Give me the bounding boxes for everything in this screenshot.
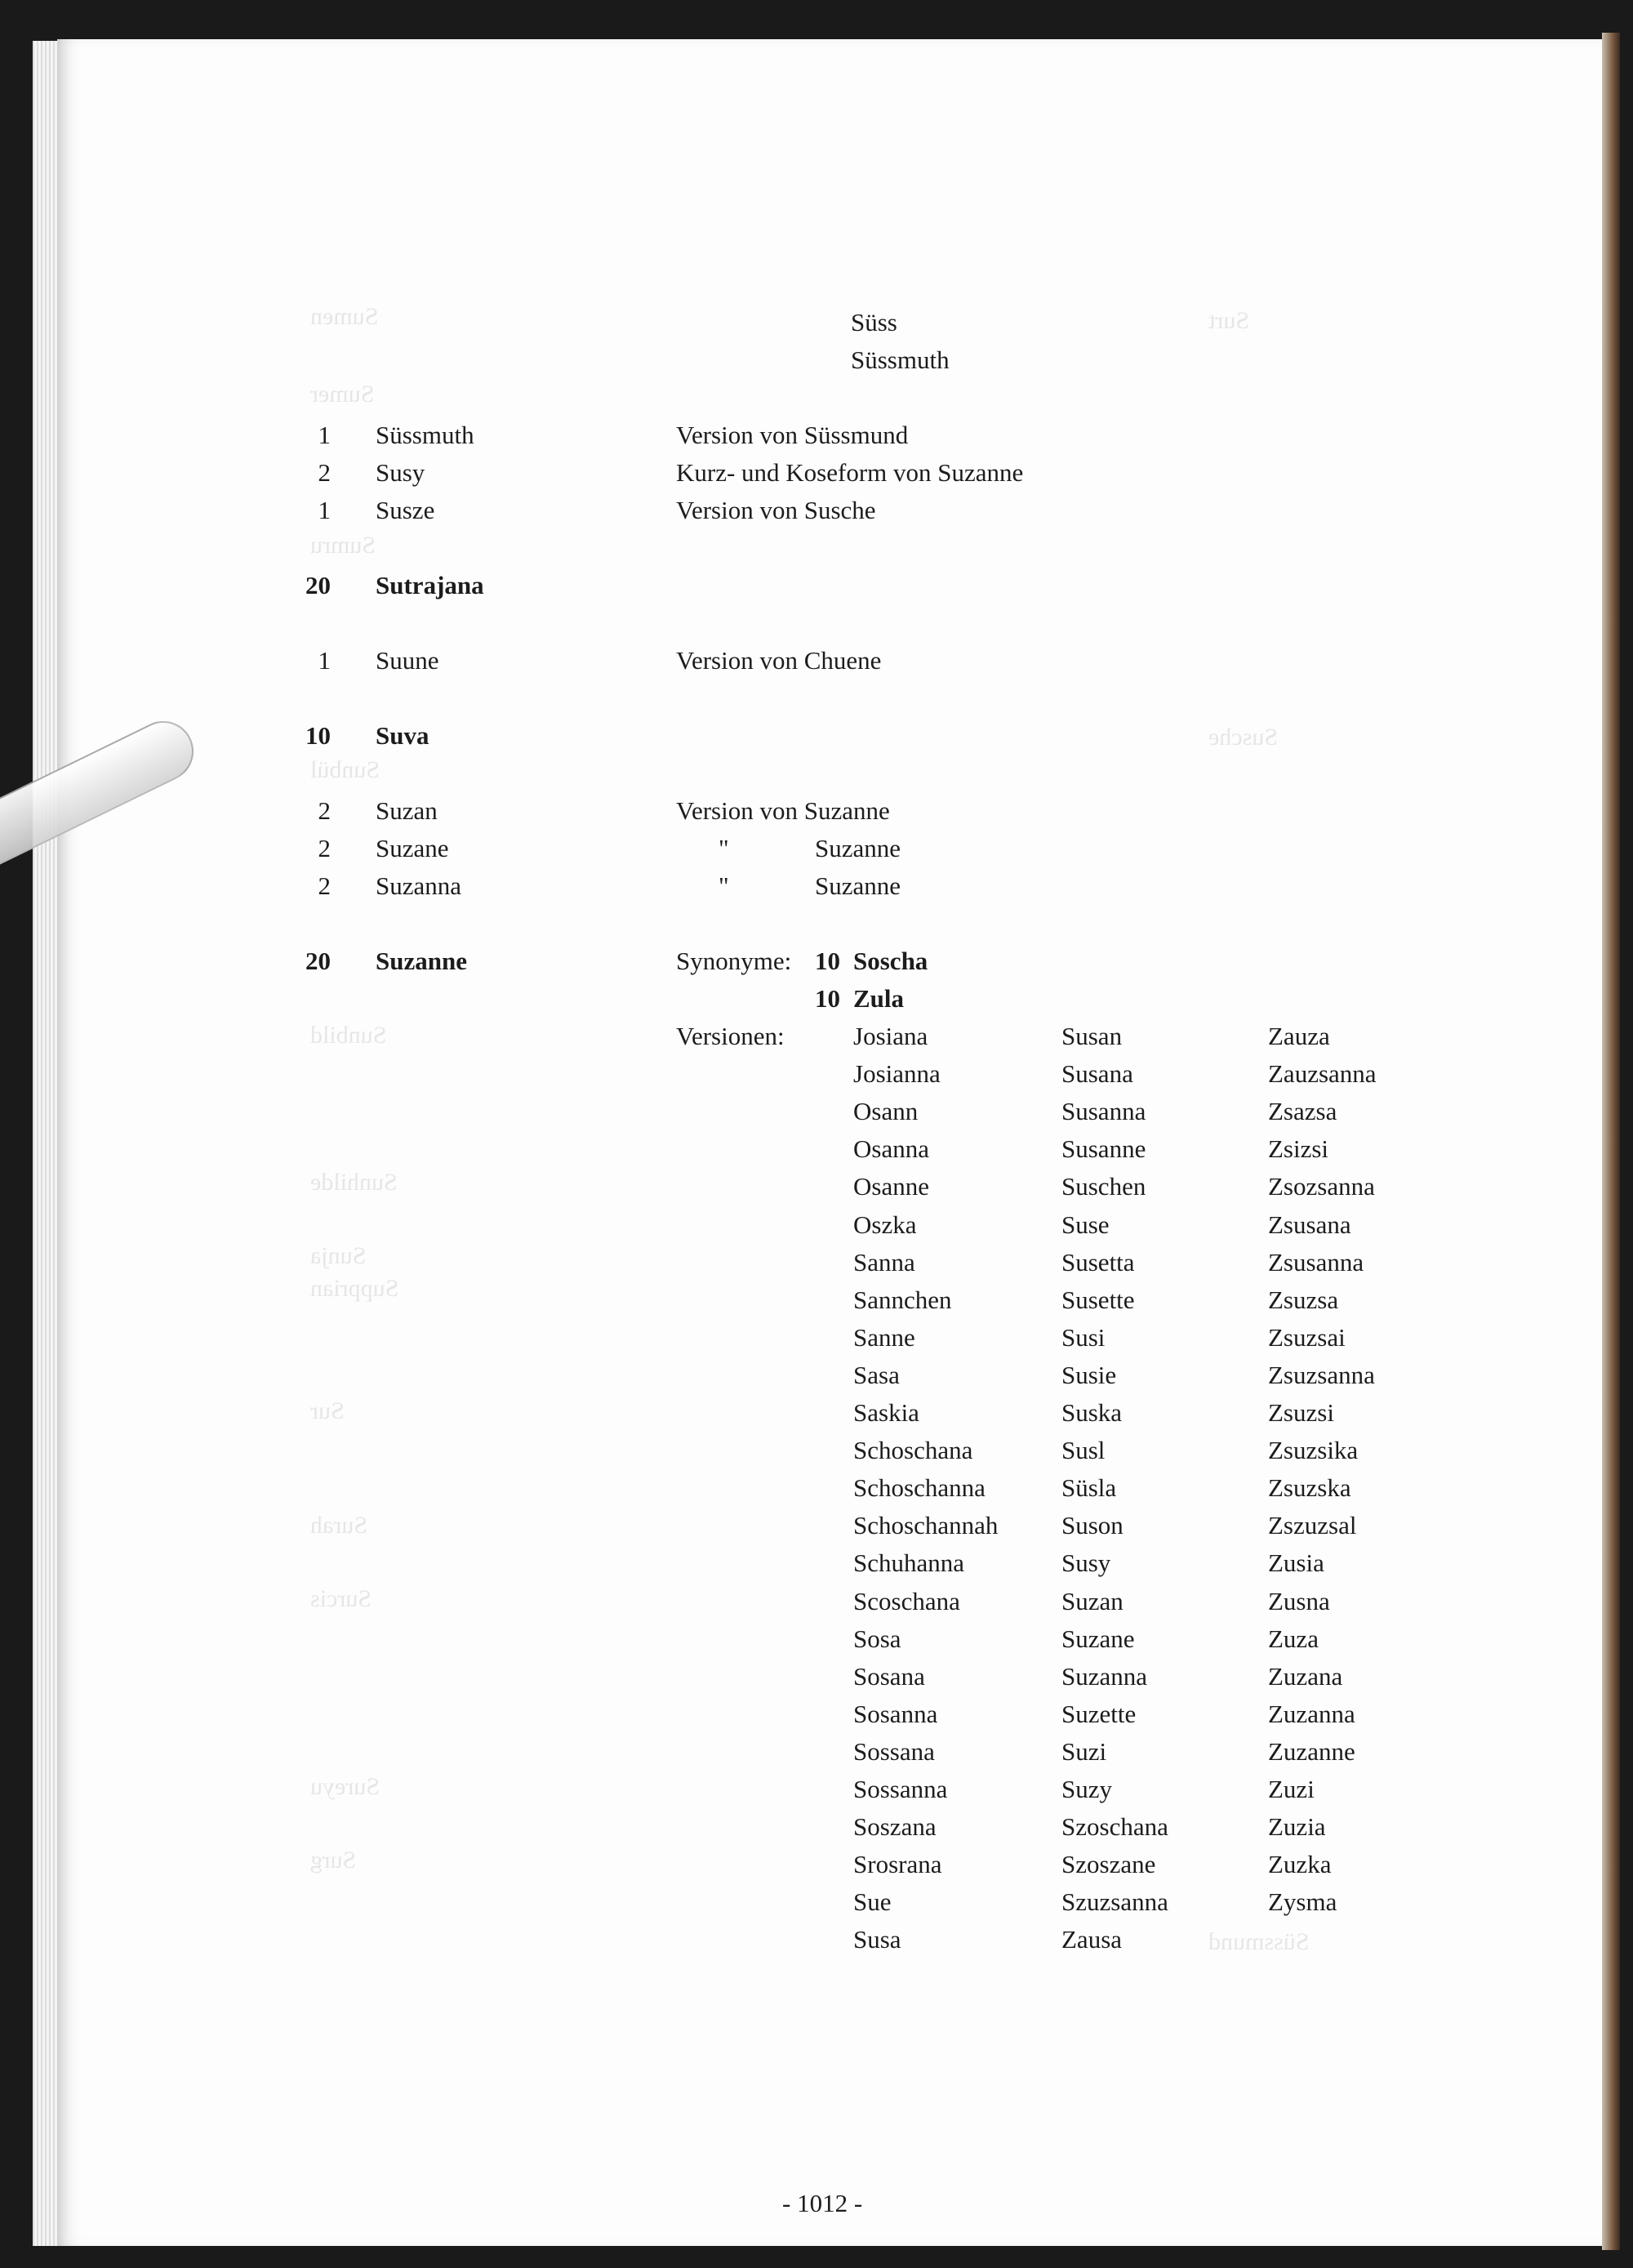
version-name: Zsizsi bbox=[1268, 1134, 1329, 1163]
synonym-number: 10 bbox=[815, 947, 840, 975]
version-name: Sanne bbox=[853, 1323, 915, 1352]
version-name: Soszana bbox=[853, 1812, 937, 1841]
entry-description: Version von Süssmund bbox=[676, 421, 909, 449]
version-name: Zuzanne bbox=[1268, 1737, 1355, 1766]
version-name: Zauza bbox=[1268, 1022, 1330, 1050]
synonym-name: Soscha bbox=[853, 947, 928, 975]
entry-name: Süssmuth bbox=[376, 421, 474, 449]
version-name: Sossana bbox=[853, 1737, 935, 1766]
synonyms-label: Synonyme: bbox=[676, 947, 792, 975]
version-name: Schoschanna bbox=[853, 1473, 986, 1502]
version-name: Suzan bbox=[1061, 1587, 1124, 1615]
version-name: Suska bbox=[1061, 1398, 1123, 1427]
version-name: Susi bbox=[1061, 1323, 1106, 1352]
entry-description: Version von Susche bbox=[676, 496, 876, 524]
version-name: Susa bbox=[853, 1925, 901, 1954]
continuation-line-1: Süss bbox=[851, 308, 897, 336]
version-name: Zsusanna bbox=[1268, 1248, 1364, 1277]
versions-label: Versionen: bbox=[676, 1022, 785, 1050]
version-name: Schuhanna bbox=[853, 1548, 965, 1577]
entry-name: Suzanna bbox=[376, 871, 462, 900]
version-name: Osanna bbox=[853, 1134, 929, 1163]
version-name: Sosana bbox=[853, 1662, 925, 1691]
version-name: Josiana bbox=[853, 1022, 928, 1050]
version-name: Zuzanna bbox=[1268, 1700, 1355, 1728]
version-name: Zauzsanna bbox=[1268, 1059, 1377, 1088]
version-name: Schoschana bbox=[853, 1436, 973, 1464]
version-name: Süsla bbox=[1061, 1473, 1117, 1502]
book-spine bbox=[1602, 33, 1620, 2250]
version-name: Zsuzsi bbox=[1268, 1398, 1334, 1427]
version-name: Susy bbox=[1061, 1548, 1111, 1577]
version-name: Zuzana bbox=[1268, 1662, 1343, 1691]
version-name: Osann bbox=[853, 1097, 919, 1125]
entry-description: Version von Suzanne bbox=[676, 796, 890, 825]
version-name: Susetta bbox=[1061, 1248, 1135, 1277]
ditto-mark: " bbox=[719, 834, 729, 862]
ditto-mark: " bbox=[719, 871, 729, 900]
entry-name: Suzane bbox=[376, 834, 449, 862]
version-name: Suzane bbox=[1061, 1624, 1135, 1653]
entry-number: 2 bbox=[318, 796, 331, 825]
main-entry-number: 20 bbox=[305, 947, 331, 975]
version-name: Scoschana bbox=[853, 1587, 960, 1615]
version-name: Sossanna bbox=[853, 1775, 948, 1803]
version-name: Sanna bbox=[853, 1248, 915, 1277]
continuation-line-2: Süssmuth bbox=[851, 345, 950, 374]
entry-name: Suzan bbox=[376, 796, 438, 825]
version-name: Szoschana bbox=[1061, 1812, 1168, 1841]
entry-description: Version von Chuene bbox=[676, 646, 882, 675]
entry-name: Susy bbox=[376, 458, 425, 487]
entry-number: 20 bbox=[305, 571, 331, 599]
version-name: Sannchen bbox=[853, 1285, 952, 1314]
version-name: Zuzka bbox=[1268, 1850, 1332, 1878]
entry-description: Suzanne bbox=[815, 871, 901, 900]
version-name: Zusia bbox=[1268, 1548, 1324, 1577]
version-name: Schoschannah bbox=[853, 1511, 999, 1539]
version-name: Josianna bbox=[853, 1059, 941, 1088]
version-name: Zszuzsal bbox=[1268, 1511, 1357, 1539]
version-name: Suzette bbox=[1061, 1700, 1137, 1728]
page bbox=[57, 39, 1602, 2246]
version-name: Suse bbox=[1061, 1210, 1110, 1239]
version-name: Suson bbox=[1061, 1511, 1124, 1539]
entry-number: 2 bbox=[318, 458, 331, 487]
version-name: Srosrana bbox=[853, 1850, 942, 1878]
version-name: Oszka bbox=[853, 1210, 917, 1239]
entry-name: Susze bbox=[376, 496, 435, 524]
version-name: Susette bbox=[1061, 1285, 1135, 1314]
main-entry-name: Suzanne bbox=[376, 947, 467, 975]
synonym-name: Zula bbox=[853, 984, 905, 1013]
version-name: Susan bbox=[1061, 1022, 1123, 1050]
entry-number: 1 bbox=[318, 496, 331, 524]
book-scan: Sumen Sumer Sumru Sunbül Sunbild Sunhilde Sunja Supprian Sur Surah Surcis Sureyu Surg Surt Susche Süssmund Süss Süssmuth 1 Süssmuth Version von Süssmund 2 Susy Kurz- und Koseform von Suzanne 1 Susze Version von Susche 20 Sutrajana 1 Suune Version von Chuene 10 Suva 2 Suzan Version von Suzanne 2 Suzane " Suzanne 2 Suzanna " Suzanne 20 Suzanne Synonyme: 10 Soscha 10 Zula Versionen: Josiana Josianna Osann Osanna Osanne Oszka Sanna Sannchen Sanne Sasa Saskia Schoschana Schoschanna Schoschannah Schuhanna Scoschana Sosa Sosana Sosanna Sossana Sossanna Soszana Srosrana Sue Susa Susan Susana Susanna Susanne Suschen Suse Susetta Susette Susi Susie Suska Susl Süsla Suson Susy Suzan Suzane Suzanna Suzette Suzi Suzy Szoschana Szoszane Szuzsanna Zausa Zauza Zauzsanna Zsazsa Zsizsi Zsozsanna Zsusana Zsusanna Zsuzsa Zsuzsai Zsuzsanna Zsuzsi Zsuzsika Zsuzska Zszuzsal Zusia Zusna Zuza Zuzana Zuzanna Zuzanne Zuzi Zuzia Zuzka Zysma - 1012 - bbox=[0, 0, 1633, 2268]
version-name: Zusna bbox=[1268, 1587, 1330, 1615]
version-name: Zsuzsa bbox=[1268, 1285, 1339, 1314]
version-name: Zsusana bbox=[1268, 1210, 1351, 1239]
page-number: - 1012 - bbox=[782, 2189, 863, 2217]
version-name: Zsazsa bbox=[1268, 1097, 1337, 1125]
entry-description: Kurz- und Koseform von Suzanne bbox=[676, 458, 1024, 487]
entry-number: 2 bbox=[318, 871, 331, 900]
version-name: Szuzsanna bbox=[1061, 1887, 1168, 1916]
version-name: Sasa bbox=[853, 1361, 900, 1389]
version-name: Suzi bbox=[1061, 1737, 1107, 1766]
entry-number: 10 bbox=[305, 721, 331, 750]
version-name: Saskia bbox=[853, 1398, 919, 1427]
version-name: Zausa bbox=[1061, 1925, 1123, 1954]
version-name: Susanna bbox=[1061, 1097, 1146, 1125]
version-name: Zsuzsika bbox=[1268, 1436, 1359, 1464]
synonym-number: 10 bbox=[815, 984, 840, 1013]
version-name: Zsuzska bbox=[1268, 1473, 1351, 1502]
version-name: Zuzi bbox=[1268, 1775, 1315, 1803]
version-name: Sosanna bbox=[853, 1700, 938, 1728]
version-name: Susanne bbox=[1061, 1134, 1146, 1163]
entry-name: Suune bbox=[376, 646, 439, 675]
version-name: Zuzia bbox=[1268, 1812, 1326, 1841]
version-name: Susana bbox=[1061, 1059, 1133, 1088]
version-name: Zsuzsanna bbox=[1268, 1361, 1375, 1389]
version-name: Suzy bbox=[1061, 1775, 1112, 1803]
version-name: Szoszane bbox=[1061, 1850, 1156, 1878]
version-name: Zysma bbox=[1268, 1887, 1337, 1916]
version-name: Zuza bbox=[1268, 1624, 1319, 1653]
version-name: Zsuzsai bbox=[1268, 1323, 1346, 1352]
version-name: Suschen bbox=[1061, 1172, 1146, 1201]
version-name: Susie bbox=[1061, 1361, 1117, 1389]
version-name: Zsozsanna bbox=[1268, 1172, 1375, 1201]
entry-name: Suva bbox=[376, 721, 429, 750]
version-name: Osanne bbox=[853, 1172, 929, 1201]
entry-description: Suzanne bbox=[815, 834, 901, 862]
entry-name: Sutrajana bbox=[376, 571, 484, 599]
version-name: Suzanna bbox=[1061, 1662, 1148, 1691]
version-name: Sosa bbox=[853, 1624, 901, 1653]
version-name: Susl bbox=[1061, 1436, 1106, 1464]
version-name: Sue bbox=[853, 1887, 892, 1916]
entry-number: 2 bbox=[318, 834, 331, 862]
entry-number: 1 bbox=[318, 646, 331, 675]
entry-number: 1 bbox=[318, 421, 331, 449]
